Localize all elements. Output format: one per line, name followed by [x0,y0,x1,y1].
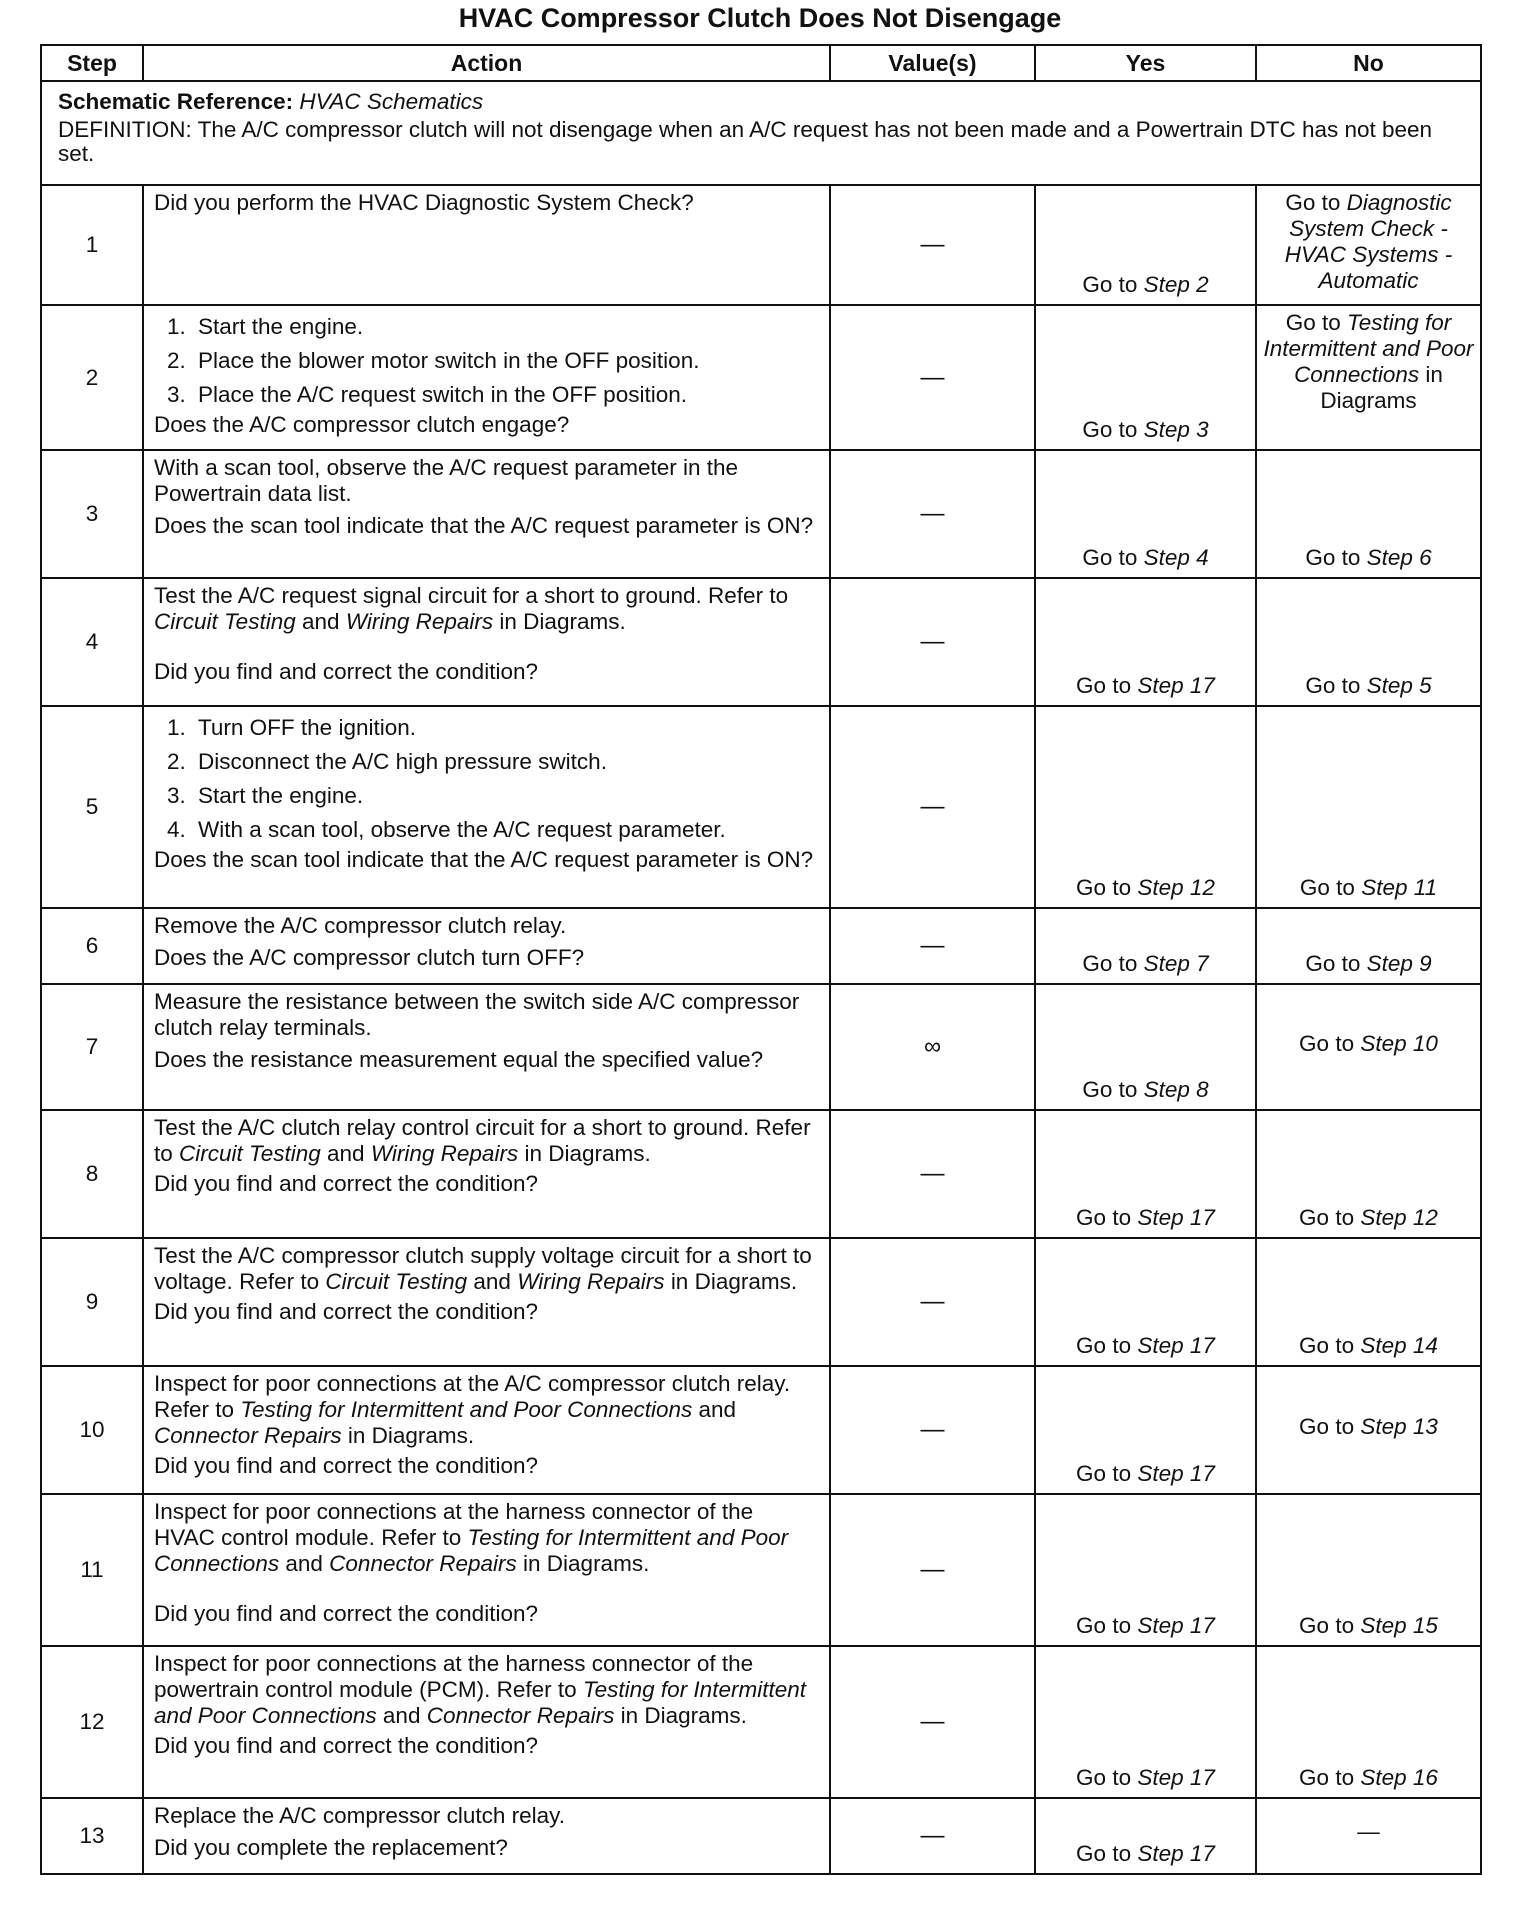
action-cell [143,1366,830,1494]
action-text: Replace the A/C compressor clutch relay. [154,1803,566,1828]
action-text: Remove the A/C compressor clutch relay. [154,913,567,938]
list-item: 3. Place the A/C request switch in the OFF position. [192,378,819,412]
no-cell: Go to Step 11 [1256,706,1481,908]
question-text: Does the A/C compressor clutch turn OFF? [154,945,585,970]
table-row [41,185,1481,305]
step-number: 4 [41,578,143,706]
question-text: Does the resistance measurement equal the specified value? [154,1047,764,1072]
step-number: 7 [41,984,143,1110]
table-row [41,706,1481,908]
yes-cell: Go to Step 12 [1035,706,1256,908]
action-cell [143,908,830,984]
question-text: Does the scan tool indicate that the A/C request parameter is ON? [154,847,814,872]
action-cell [143,1110,830,1238]
value-cell: — [830,1366,1035,1494]
question-text: Did you find and correct the condition? [154,1733,538,1758]
yes-cell: Go to Step 4 [1035,450,1256,578]
step-number: 13 [41,1798,143,1874]
list-item: 2. Place the blower motor switch in the OFF position. [192,344,819,378]
yes-cell: Go to Step 17 [1035,578,1256,706]
action-cell [143,1238,830,1366]
question-text: Did you find and correct the condition? [154,1299,538,1324]
reference-row [41,81,1481,185]
no-cell: Go to Diagnostic System Check - HVAC Systems - Automatic [1256,185,1481,305]
no-cell: Go to Step 6 [1256,450,1481,578]
value-cell: ∞ [830,984,1035,1110]
action-cell [143,1646,830,1798]
yes-cell: Go to Step 17 [1035,1366,1256,1494]
action-text: Inspect for poor connections at the harness connector of the HVAC control module. Refer to Testing for Intermittent and Poor Connections and Connector Repairs in Diagrams. [154,1499,789,1576]
step-number: 6 [41,908,143,984]
yes-cell: Go to Step 17 [1035,1494,1256,1646]
list-item: 4. With a scan tool, observe the A/C request parameter. [192,813,819,847]
table-row [41,1238,1481,1366]
definition-text: DEFINITION: The A/C compressor clutch will not disengage when an A/C request has not been made and a Powertrain DTC has not been set. [58,117,1433,166]
list-item: 1. Start the engine. [192,310,819,344]
table-row [41,1494,1481,1646]
step-number: 1 [41,185,143,305]
step-number: 12 [41,1646,143,1798]
action-text: Inspect for poor connections at the A/C compressor clutch relay. Refer to Testing for Intermittent and Poor Connections and Connector Repairs in Diagrams. [154,1371,791,1448]
header-yes: Yes [1035,45,1256,81]
header-step: Step [41,45,143,81]
action-cell [143,305,830,450]
table-row [41,305,1481,450]
yes-cell: Go to Step 7 [1035,908,1256,984]
table-row [41,578,1481,706]
table-row [41,1366,1481,1494]
value-cell: — [830,1646,1035,1798]
no-cell: Go to Step 15 [1256,1494,1481,1646]
table-row [41,1110,1481,1238]
value-cell: — [830,1798,1035,1874]
page-title: HVAC Compressor Clutch Does Not Disengage [458,3,1062,33]
no-cell: Go to Step 13 [1256,1366,1481,1494]
step-number: 11 [41,1494,143,1646]
step-number: 10 [41,1366,143,1494]
schematic-reference-value: HVAC Schematics [299,89,484,114]
header-row [41,45,1481,81]
question-text: Did you find and correct the condition? [154,1601,538,1626]
yes-cell: Go to Step 17 [1035,1646,1256,1798]
value-cell: — [830,450,1035,578]
header-action: Action [143,45,830,81]
value-cell: — [830,1110,1035,1238]
value-cell: — [830,1238,1035,1366]
action-cell [143,185,830,305]
step-number: 3 [41,450,143,578]
no-cell: Go to Testing for Intermittent and Poor Connections in Diagrams [1256,305,1481,450]
question-text: Does the scan tool indicate that the A/C request parameter is ON? [154,513,814,538]
action-text: Test the A/C compressor clutch supply voltage circuit for a short to voltage. Refer to Circuit Testing and Wiring Repairs in Diagrams. [154,1243,812,1294]
action-list [154,711,819,847]
value-cell: — [830,706,1035,908]
schematic-reference-label: Schematic Reference: [58,89,294,114]
table-row [41,450,1481,578]
value-cell: — [830,908,1035,984]
action-text: Measure the resistance between the switch side A/C compressor clutch relay terminals. [154,989,800,1040]
action-text: With a scan tool, observe the A/C request parameter in the Powertrain data list. [154,455,739,506]
header-value: Value(s) [830,45,1035,81]
action-text: Did you perform the HVAC Diagnostic System Check? [154,190,694,215]
value-cell: — [830,1494,1035,1646]
action-text: Test the A/C request signal circuit for a short to ground. Refer to Circuit Testing and Wiring Repairs in Diagrams. [154,583,789,634]
action-cell [143,1798,830,1874]
action-cell [143,706,830,908]
step-number: 8 [41,1110,143,1238]
yes-cell: Go to Step 3 [1035,305,1256,450]
step-number: 2 [41,305,143,450]
no-cell: Go to Step 9 [1256,908,1481,984]
list-item: 1. Turn OFF the ignition. [192,711,819,745]
question-text: Did you complete the replacement? [154,1835,508,1860]
table-row [41,908,1481,984]
table-row [41,1646,1481,1798]
no-cell: Go to Step 16 [1256,1646,1481,1798]
list-item: 2. Disconnect the A/C high pressure switch. [192,745,819,779]
table-row [41,984,1481,1110]
value-cell: — [830,185,1035,305]
step-number: 5 [41,706,143,908]
action-cell [143,1494,830,1646]
yes-cell: Go to Step 8 [1035,984,1256,1110]
question-text: Did you find and correct the condition? [154,659,538,684]
yes-cell: Go to Step 17 [1035,1110,1256,1238]
action-cell [143,984,830,1110]
no-cell: — [1256,1798,1481,1874]
action-list [154,310,819,412]
table-row [41,1798,1481,1874]
list-item: 3. Start the engine. [192,779,819,813]
value-cell: — [830,578,1035,706]
step-number: 9 [41,1238,143,1366]
no-cell: Go to Step 10 [1256,984,1481,1110]
no-cell: Go to Step 12 [1256,1110,1481,1238]
yes-cell: Go to Step 2 [1035,185,1256,305]
question-text: Did you find and correct the condition? [154,1453,538,1478]
no-cell: Go to Step 5 [1256,578,1481,706]
yes-cell: Go to Step 17 [1035,1798,1256,1874]
no-cell: Go to Step 14 [1256,1238,1481,1366]
yes-cell: Go to Step 17 [1035,1238,1256,1366]
question-text: Did you find and correct the condition? [154,1171,538,1196]
action-cell [143,578,830,706]
question-text: Does the A/C compressor clutch engage? [154,412,570,437]
header-no: No [1256,45,1481,81]
reference-cell [41,81,1481,185]
action-cell [143,450,830,578]
action-text: Test the A/C clutch relay control circuit for a short to ground. Refer to Circuit Testing and Wiring Repairs in Diagrams. [154,1115,811,1166]
action-text: Inspect for poor connections at the harness connector of the powertrain control module (PCM). Refer to Testing for Intermittent and Poor Connections and Connector Repairs in Diagrams. [154,1651,806,1728]
value-cell: — [830,305,1035,450]
diagnostic-table [40,44,1482,1875]
